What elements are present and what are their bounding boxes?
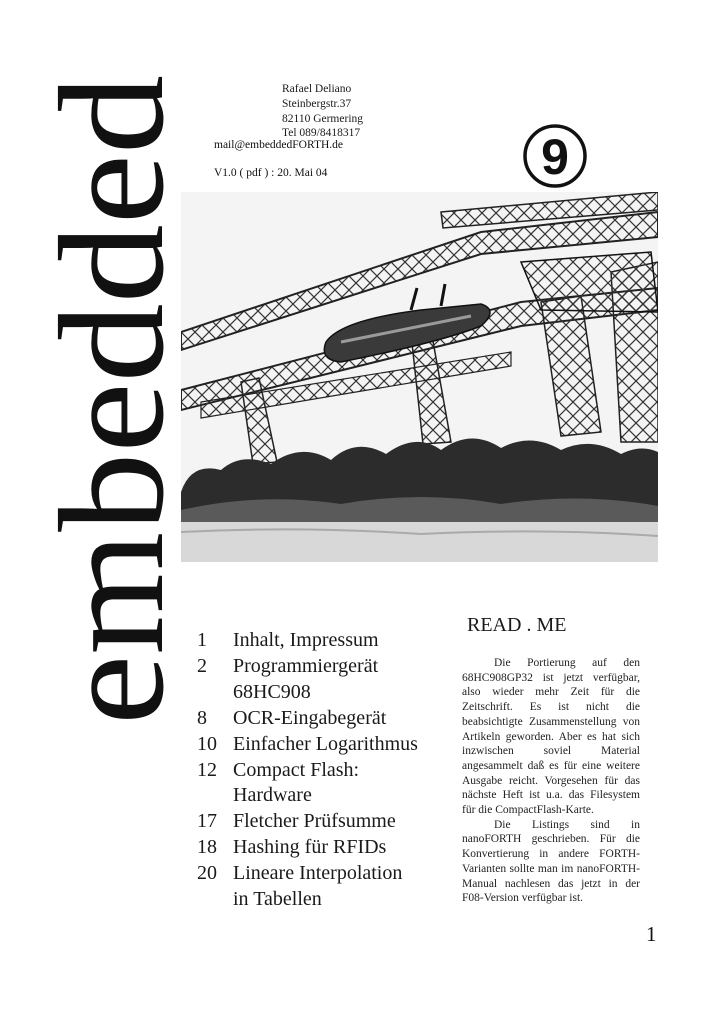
toc-row[interactable] — [197, 758, 447, 784]
readme-paragraph: Die Portierung auf den 68HC908GP32 ist jetzt verfügbar, also wieder mehr Zeit für die Zeitschrift. Es ist nicht die beabsichtigte Zusammenstellung von Artikeln geworden. Aber es hat sich inzwischen soviel Material angesammelt daß es für eine weitere Ausgabe reicht. Vorgesehen für das nächste Heft ist u.a. das Filesystem für die CompactFlash-Karte. — [462, 657, 640, 817]
toc-row[interactable] — [197, 628, 447, 654]
toc-row[interactable] — [197, 887, 447, 913]
toc-page: 12 — [197, 758, 217, 781]
author-name: Rafael Deliano — [282, 83, 352, 95]
toc-title: Fletcher Prüfsumme — [233, 810, 396, 833]
toc-title: Hashing für RFIDs — [233, 836, 387, 859]
toc-row[interactable] — [197, 783, 447, 809]
readme-paragraph: Die Listings sind in nanoFORTH geschrieben. Für die Konvertierung in andere FORTH-Varianten sollte man im nanoFORTH-Manual nachlesen das jetzt in der F08-Version verfügbar ist. — [462, 818, 640, 905]
address-block — [282, 82, 363, 141]
toc-title: 68HC908 — [233, 680, 311, 703]
toc-row[interactable] — [197, 861, 447, 887]
toc-title: Programmiergerät — [233, 654, 379, 677]
toc-row[interactable] — [197, 654, 447, 680]
table-of-contents — [197, 628, 447, 913]
readme-heading: READ . ME — [467, 614, 567, 636]
toc-title: Lineare Interpolation — [233, 862, 403, 885]
toc-page: 17 — [197, 810, 217, 833]
page-number: 1 — [646, 922, 657, 946]
version-line: V1.0 ( pdf ) : 20. Mai 04 — [214, 167, 328, 179]
toc-row[interactable] — [197, 706, 447, 732]
toc-page — [197, 783, 233, 809]
masthead-text: embedded — [29, 108, 195, 725]
toc-page: 10 — [197, 732, 217, 755]
suspension-railway-photo — [181, 192, 658, 562]
toc-title: Compact Flash: — [233, 758, 360, 781]
toc-page: 1 — [197, 629, 207, 651]
issue-badge — [521, 122, 589, 190]
toc-title: Hardware — [233, 784, 312, 807]
toc-page: 20 — [197, 862, 217, 885]
street: Steinbergstr.37 — [282, 97, 352, 110]
readme-body — [462, 656, 640, 906]
toc-row[interactable] — [197, 809, 447, 835]
toc-row[interactable] — [197, 680, 447, 706]
email-link[interactable]: mail@embeddedFORTH.de — [214, 139, 344, 151]
city: 82110 Germering — [282, 112, 364, 125]
toc-title: Inhalt, Impressum — [233, 629, 379, 651]
toc-page: 2 — [197, 654, 207, 677]
issue-number: 9 — [541, 129, 569, 185]
toc-row[interactable] — [197, 732, 447, 758]
toc-title: Einfacher Logarithmus — [233, 732, 418, 755]
toc-page: 8 — [197, 706, 207, 729]
toc-title: in Tabellen — [233, 888, 322, 911]
toc-title: OCR-Eingabegerät — [233, 706, 387, 729]
phone: Tel 089/8418317 — [282, 127, 361, 140]
toc-page — [197, 680, 233, 706]
toc-page: 18 — [197, 836, 217, 859]
masthead-title — [10, 70, 210, 730]
toc-page — [197, 887, 233, 913]
toc-row[interactable] — [197, 835, 447, 861]
